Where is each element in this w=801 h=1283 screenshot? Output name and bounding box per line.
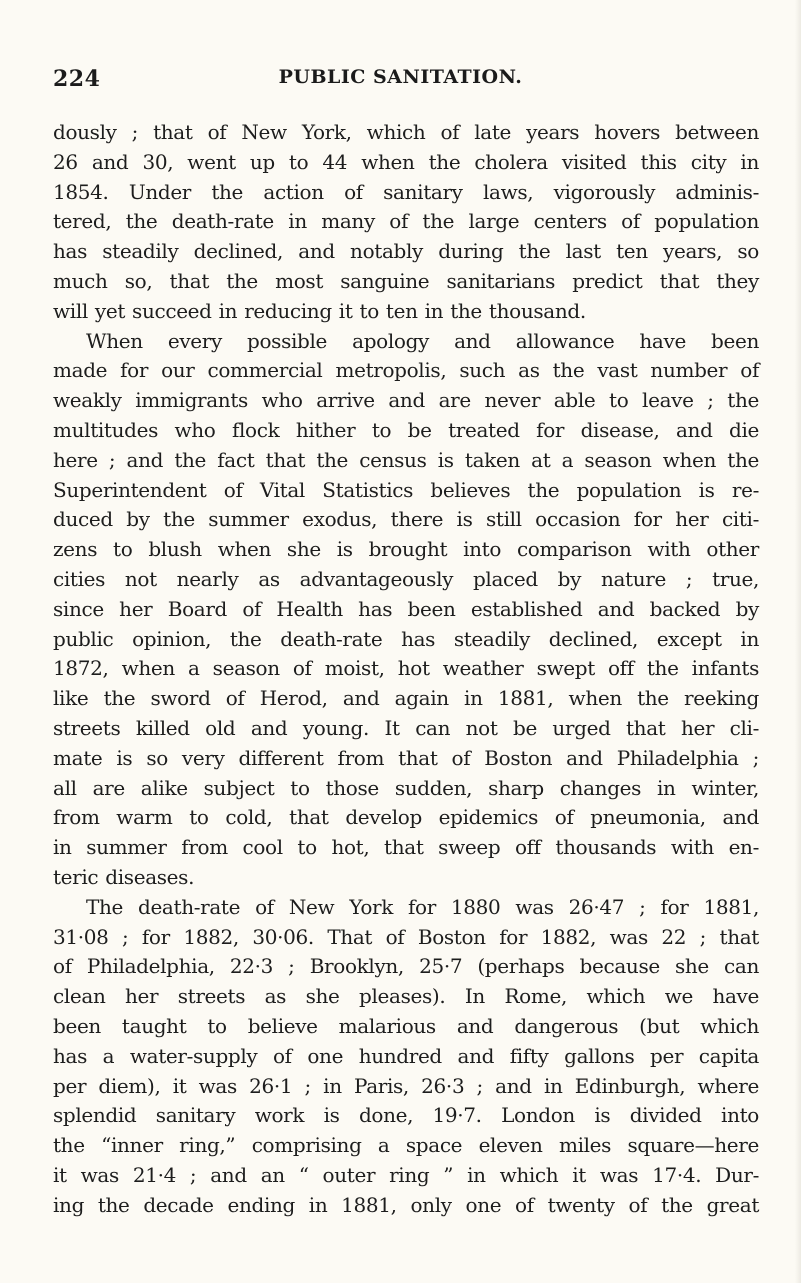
text-line: 31·08 ; for 1882, 30·06. That of Boston for 1882, was 22 ; that xyxy=(53,924,759,949)
page-edge-shadow xyxy=(795,0,801,1283)
text-line: in summer from cool to hot, that sweep off thousands with en- xyxy=(53,835,759,860)
text-line: cities not nearly as advantageously placed by nature ; true, xyxy=(53,566,759,591)
text-line: all are alike subject to those sudden, sharp changes in winter, xyxy=(53,775,759,800)
text-line: weakly immigrants who arrive and are never able to leave ; the xyxy=(53,388,759,413)
page-number: 224 xyxy=(53,66,101,92)
text-line: since her Board of Health has been established and backed by xyxy=(53,596,759,621)
text-line: of Philadelphia, 22·3 ; Brooklyn, 25·7 (perhaps because she can xyxy=(53,954,759,979)
text-line: been taught to believe malarious and dangerous (but which xyxy=(53,1013,759,1038)
text-line: ing the decade ending in 1881, only one of twenty of the great xyxy=(53,1192,759,1217)
text-line: much so, that the most sanguine sanitarians predict that they xyxy=(53,268,759,293)
text-line: per diem), it was 26·1 ; in Paris, 26·3 ; and in Edinburgh, where xyxy=(53,1073,759,1098)
text-line: the “inner ring,” comprising a space eleven miles square—here xyxy=(53,1133,759,1158)
text-line: made for our commercial metropolis, such as the vast number of xyxy=(53,358,759,383)
text-line: teric diseases. xyxy=(53,864,195,889)
text-line: duced by the summer exodus, there is still occasion for her citi- xyxy=(53,507,759,532)
text-line: dously ; that of New York, which of late years hovers between xyxy=(53,120,759,144)
text-line: clean her streets as she pleases). In Rome, which we have xyxy=(53,984,759,1009)
text-line: 26 and 30, went up to 44 when the cholera visited this city in xyxy=(53,149,759,174)
text-line: Superintendent of Vital Statistics believes the population is re- xyxy=(53,477,759,502)
text-line: mate is so very different from that of Boston and Philadelphia ; xyxy=(53,745,759,770)
text-line: tered, the death-rate in many of the large centers of population xyxy=(53,209,759,234)
text-line: multitudes who flock hither to be treated for disease, and die xyxy=(53,417,759,442)
body-text xyxy=(53,118,759,1220)
running-title: PUBLIC SANITATION. xyxy=(278,66,523,88)
text-line: it was 21·4 ; and an “ outer ring ” in which it was 17·4. Dur- xyxy=(53,1162,759,1187)
text-line: here ; and the fact that the census is taken at a season when the xyxy=(53,447,759,472)
text-line: When every possible apology and allowance have been xyxy=(86,328,759,353)
text-line: from warm to cold, that develop epidemics of pneumonia, and xyxy=(53,805,759,830)
text-line: 1872, when a season of moist, hot weather swept off the infants xyxy=(53,656,759,681)
text-line: 1854. Under the action of sanitary laws, vigorously adminis- xyxy=(53,179,759,204)
text-line: has steadily declined, and notably during the last ten years, so xyxy=(53,239,759,264)
text-line: like the sword of Herod, and again in 1881, when the reeking xyxy=(53,686,759,711)
text-line: streets killed old and young. It can not be urged that her cli- xyxy=(53,715,759,740)
text-line: has a water-supply of one hundred and fifty gallons per capita xyxy=(53,1043,759,1068)
text-line: will yet succeed in reducing it to ten in the thousand. xyxy=(53,298,586,323)
text-line: public opinion, the death-rate has steadily declined, except in xyxy=(53,626,759,651)
text-line: zens to blush when she is brought into comparison with other xyxy=(53,537,759,562)
text-line: The death-rate of New York for 1880 was 26·47 ; for 1881, xyxy=(86,894,759,919)
text-line: splendid sanitary work is done, 19·7. London is divided into xyxy=(53,1103,759,1128)
